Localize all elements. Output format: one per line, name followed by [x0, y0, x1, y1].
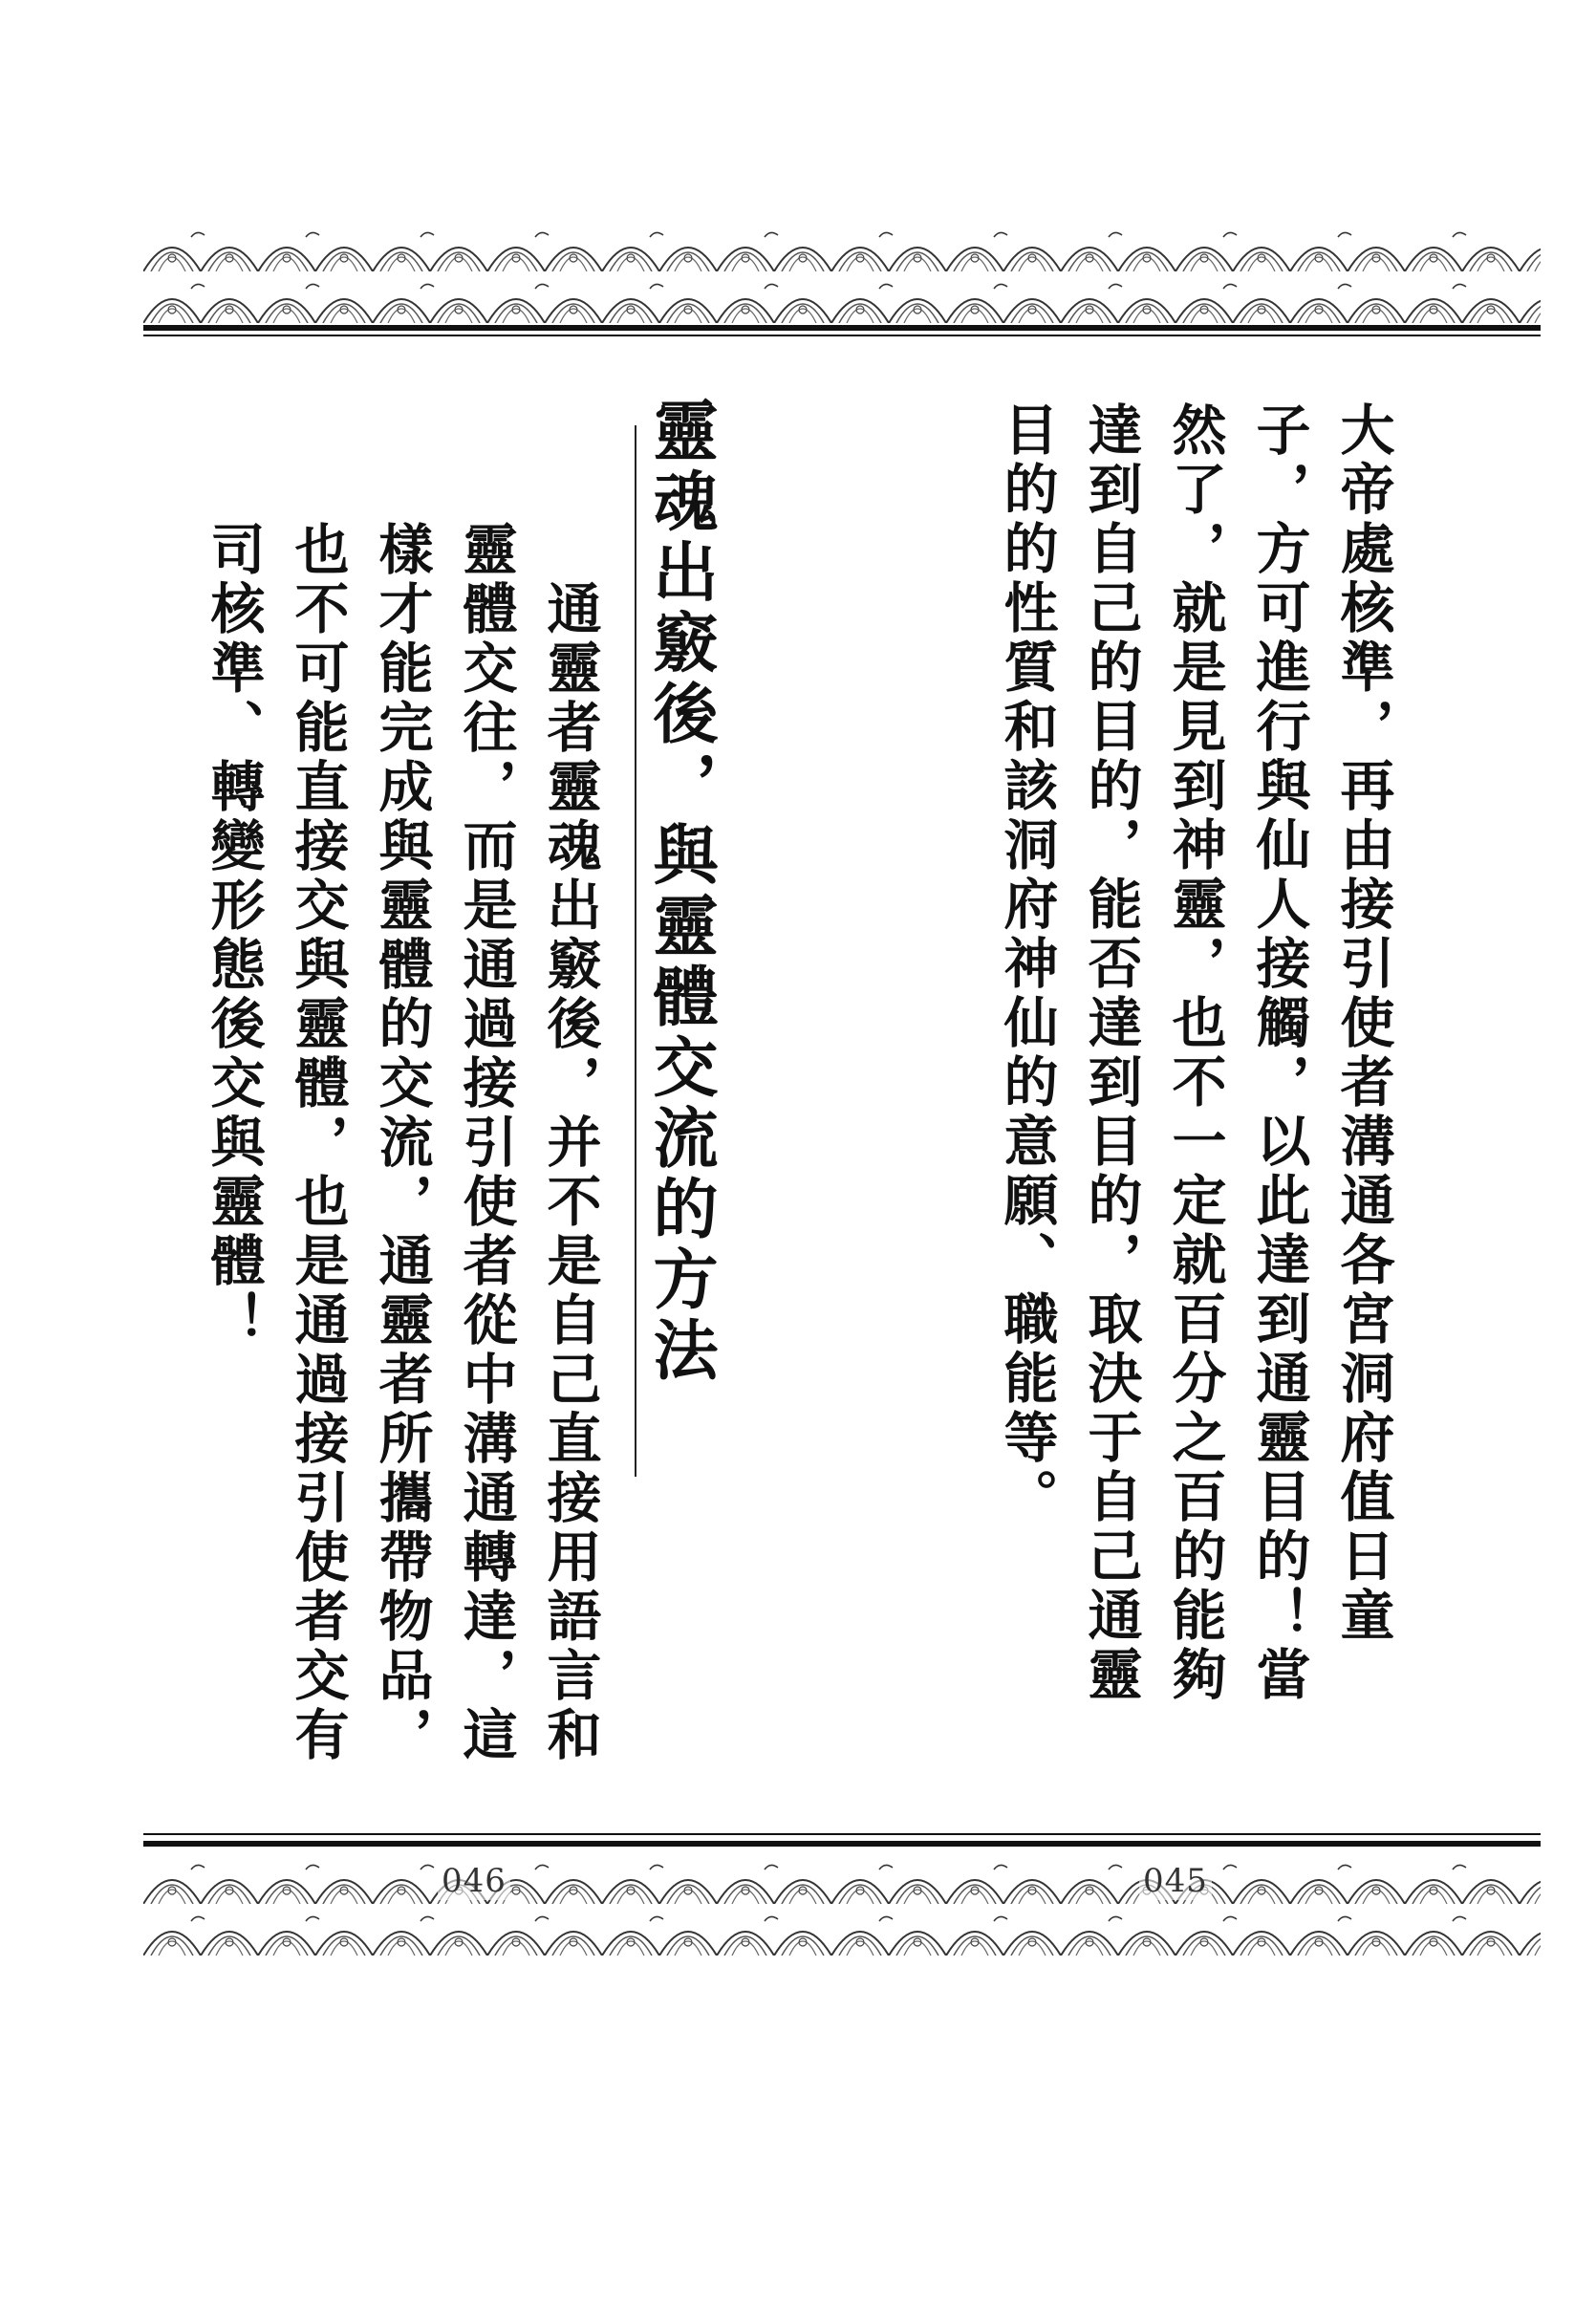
- bottom-wave-border: [143, 1852, 1541, 1956]
- top-wave-border: [143, 220, 1541, 323]
- left-page-paragraph: 通靈者靈魂出竅後，并不是自己直接用語言和靈體交往，而是通過接引使者從中溝通轉達，這樣才能完成與靈體的交流，通靈者所攜帶物品，也不可能直接交與靈體，也是通過接引使者交有司核準、轉變形態後交與靈體！: [202, 521, 602, 1765]
- right-page-paragraph: 大帝處核準，再由接引使者溝通各宮洞府值日童子，方可進行與仙人接觸，以此達到通靈目的！當然了，就是見到神靈，也不一定就百分之百的能夠達到自己的目的，能否達到目的，取決于自己通靈目的的性質和該洞府神仙的意願、職能等。: [995, 401, 1395, 1705]
- page-number-left: 046: [438, 1862, 510, 1900]
- bottom-rule-thick: [143, 1841, 1541, 1847]
- bottom-rule-thin: [143, 1833, 1541, 1835]
- section-heading: 靈魂出竅後，與靈體交流的方法: [642, 397, 719, 1387]
- top-rule-thick: [143, 325, 1541, 331]
- heading-rule: [635, 425, 636, 1477]
- page-number-right: 045: [1139, 1862, 1212, 1900]
- top-rule-thin: [143, 335, 1541, 336]
